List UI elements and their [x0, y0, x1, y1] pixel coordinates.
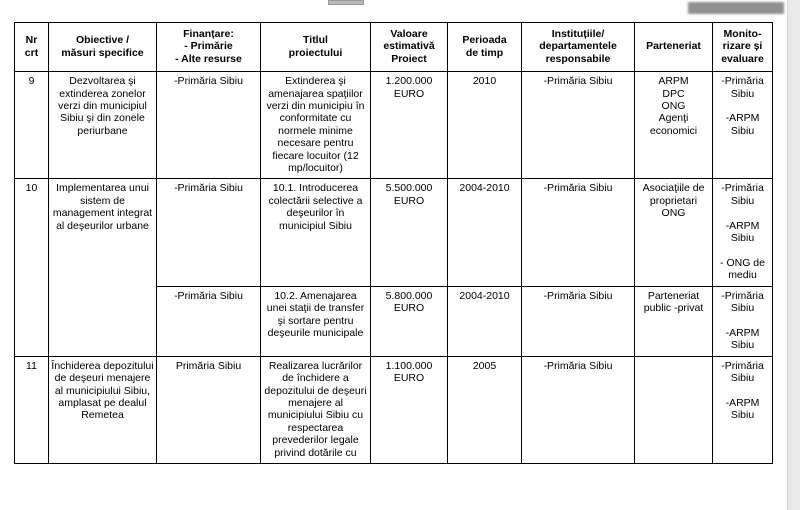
cell-financing: -Primăria Sibiu [157, 179, 261, 286]
monitoring-line: Sibiu [730, 232, 755, 245]
cell-value [371, 72, 448, 179]
table-row [15, 179, 773, 286]
monitoring-line: -ARPM [725, 112, 760, 125]
header-line: Finanțare: [183, 28, 234, 40]
monitoring-line: Sibiu [730, 372, 755, 385]
scan-artifact [688, 2, 784, 14]
monitoring-spacer [715, 100, 770, 112]
page-left-margin [0, 18, 12, 510]
header-line: crt [24, 46, 39, 59]
header-line: măsuri specifice [61, 46, 144, 59]
cell-responsible: -Primăria Sibiu [522, 72, 635, 179]
cell-responsible: -Primăria Sibiu [522, 179, 635, 286]
cell-project-title: 10.2. Amenajarea unei staţii de transfer şi sortare pentru deşeurile municipale [261, 286, 371, 356]
header-line: de timp [465, 46, 504, 59]
partnership-line: economici [649, 124, 698, 137]
table-header-row [15, 23, 773, 72]
header-line: rizare și [722, 40, 763, 53]
value-amount: 5.500.000 EURO [385, 182, 433, 207]
monitoring-line: Sibiu [730, 194, 755, 207]
partnership-line: Asociaţiile de [642, 182, 705, 195]
header-line: Nr [25, 34, 38, 47]
partnership-line: Parteneriat [647, 289, 700, 302]
cell-project-title: Extinderea şi amenajarea spaţiilor verzi din municipiu în conformitate cu normele minime necesare pentru fiecare locuitor (12 mp/locuitor) [261, 72, 371, 179]
cell-objective: Închiderea depozitului de deşeuri menajere al municipiului Sibiu, amplasat pe dealul Remetea [49, 356, 157, 463]
cell-value [371, 179, 448, 286]
column-header-objective [49, 23, 157, 72]
monitoring-spacer [715, 207, 770, 219]
table-row [15, 72, 773, 179]
cell-period: 2005 [448, 356, 522, 463]
cell-monitoring [713, 72, 773, 179]
header-line: Instituțiile/ [551, 28, 605, 40]
header-line: departamentele [539, 40, 617, 53]
header-line: Obiective / [75, 34, 130, 47]
cell-nr-crt: 9 [15, 72, 49, 179]
measures-table [14, 22, 773, 464]
partnership-line: proprietari [649, 194, 698, 207]
monitoring-line: -ARPM [725, 396, 760, 409]
cell-period: 2004-2010 [448, 286, 522, 356]
column-header-partnership [635, 23, 713, 72]
page-top-margin [0, 0, 800, 18]
header-line: responsabile [545, 52, 611, 65]
partnership-line: ONG [661, 207, 686, 220]
cell-partnership [635, 286, 713, 356]
monitoring-line: - ONG de [720, 256, 765, 269]
header-line: Valoare [390, 28, 428, 40]
cell-financing: -Primăria Sibiu [157, 72, 261, 179]
cell-value [371, 286, 448, 356]
value-amount: 5.800.000 EURO [385, 289, 433, 315]
column-header-financing [157, 23, 261, 72]
monitoring-line: Sibiu [730, 124, 755, 137]
partnership-line: ONG [661, 100, 686, 113]
monitoring-line: -Primăria [721, 182, 764, 195]
partnership-line: DPC [662, 87, 685, 100]
cell-responsible: -Primăria Sibiu [522, 286, 635, 356]
cell-responsible: -Primăria Sibiu [522, 356, 635, 463]
header-line: evaluare [721, 52, 764, 65]
cell-monitoring [713, 286, 773, 356]
cell-project-title: 10.1. Introducerea colectării selective a deşeurilor în municipiul Sibiu [261, 179, 371, 286]
header-line: Titlul [303, 34, 328, 47]
column-header-period [448, 23, 522, 72]
cell-nr-crt: 10 [15, 179, 49, 356]
cell-partnership [635, 179, 713, 286]
scrollbar-thumb[interactable] [328, 0, 364, 5]
monitoring-spacer [715, 315, 770, 327]
cell-nr-crt: 11 [15, 356, 49, 463]
partnership-line: ARPM [658, 75, 689, 88]
column-header-nr-crt [15, 23, 49, 72]
column-header-project-title [261, 23, 371, 72]
header-line: estimativă [383, 40, 435, 53]
value-amount: 1.100.000 EURO [385, 359, 433, 385]
monitoring-line: Sibiu [730, 302, 755, 315]
header-line: proiectului [288, 46, 343, 59]
monitoring-spacer [715, 385, 770, 397]
monitoring-line: -ARPM [725, 219, 760, 232]
table-row [15, 356, 773, 463]
column-header-monitoring [713, 23, 773, 72]
cell-objective: Implementarea unui sistem de management integrat al deşeurilor urbane [49, 179, 157, 356]
monitoring-line: mediu [728, 269, 757, 282]
cell-partnership [635, 72, 713, 179]
monitoring-line: Sibiu [730, 409, 755, 422]
monitoring-line: Sibiu [730, 339, 755, 352]
monitoring-spacer [715, 245, 770, 257]
monitoring-line: -Primăria [721, 75, 764, 88]
monitoring-line: Sibiu [730, 87, 755, 100]
partnership-line: Agenţi [658, 112, 689, 125]
header-line: Perioada [462, 34, 507, 47]
cell-monitoring [713, 179, 773, 286]
cell-period: 2004-2010 [448, 179, 522, 286]
cell-period: 2010 [448, 72, 522, 179]
header-line: Monito- [723, 28, 762, 40]
monitoring-line: -Primăria [721, 289, 764, 302]
monitoring-line: -Primăria [721, 359, 764, 372]
monitoring-line: -ARPM [725, 326, 760, 339]
value-amount: 1.200.000 EURO [385, 75, 433, 100]
cell-value [371, 356, 448, 463]
cell-partnership [635, 356, 713, 463]
column-header-responsible [522, 23, 635, 72]
cell-objective: Dezvoltarea şi extinderea zonelor verzi din municipiul Sibiu şi din zonele periurbane [49, 72, 157, 179]
partnership-line: public -privat [643, 302, 704, 315]
cell-financing: -Primăria Sibiu [157, 286, 261, 356]
header-line: - Alte resurse [175, 52, 242, 65]
page-right-scroll-gutter[interactable] [787, 0, 800, 510]
column-header-value [371, 23, 448, 72]
header-line: Parteneriat [646, 40, 701, 53]
cell-project-title: Realizarea lucrărilor de închidere a depozitului de deşeuri menajere al municipiului Sibiu cu respectarea prevederilor legale privind dotările cu [261, 356, 371, 463]
cell-financing: Primăria Sibiu [157, 356, 261, 463]
header-line: - Primărie [184, 40, 233, 53]
header-line: Proiect [391, 52, 427, 65]
cell-monitoring [713, 356, 773, 463]
